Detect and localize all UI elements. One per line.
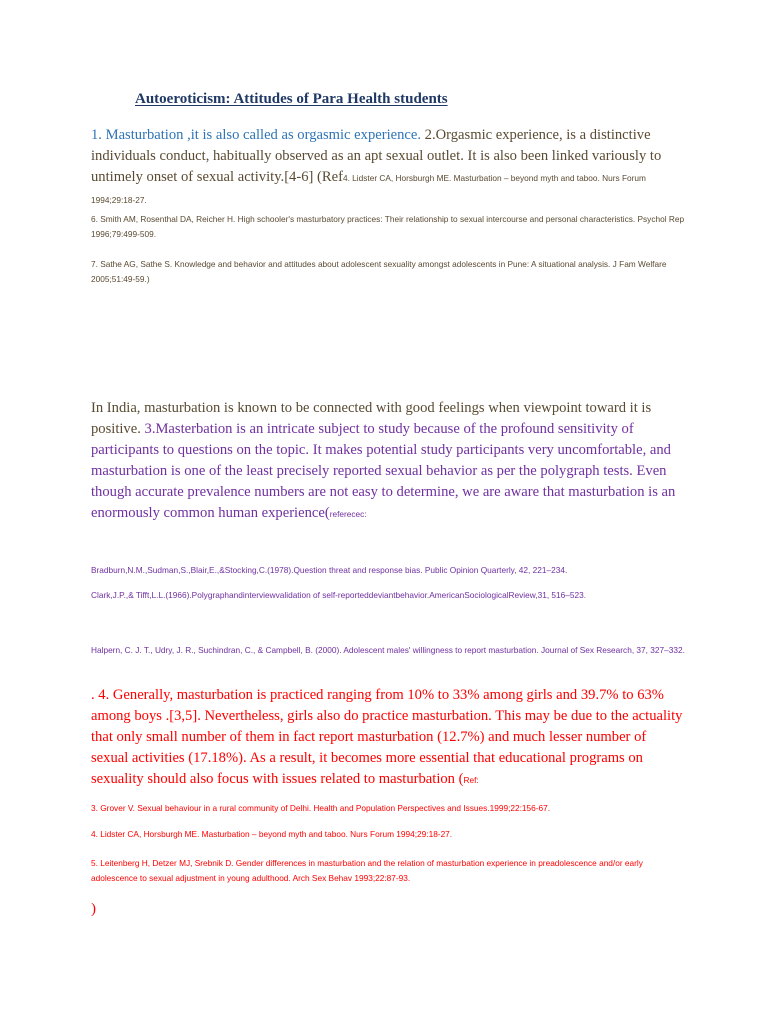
paragraph-2-intro: In India, masturbation is known to be connected with good feelings when viewpoint toward it is positive. (91, 400, 652, 437)
paragraph-2-inline-reference: referecec: (329, 509, 367, 519)
reference-item: 3. Grover V. Sexual behaviour in a rural community of Delhi. Health and Population Perspectives and Issues.1999;22:156-67. (91, 803, 551, 813)
document-title: Autoeroticism: Attitudes of Para Health students (135, 91, 448, 107)
reference-item: 6. Smith AM, Rosenthal DA, Reicher H. High schooler's masturbatory practices: Their relationship to sexual intercourse and personal characteristics. Psychol Rep 1996;79:499-509. (91, 214, 685, 239)
reference-item: Bradburn,N.M.,Sudman,S.,Blair,E.,&Stocking,C.(1978).Question threat and response bias. Public Opinion Quarterly, 42, 221–234. (91, 565, 568, 575)
paragraph-1 (91, 125, 687, 211)
paragraph-1-point-1: 1. Masturbation ,it is also called as orgasmic experience. (91, 127, 422, 143)
reference-item: Clark,J.P.,& Tifft,L.L.(1966).Polygraphandinterviewvalidation of self-reporteddeviantbehavior.AmericanSociologicalReview,31, 516–523. (91, 590, 587, 600)
paragraph-3-inline-reference: Ref: (463, 775, 479, 785)
paragraph-3 (91, 685, 687, 791)
paragraph-2 (91, 398, 687, 525)
closing-parenthesis: ) (91, 901, 96, 917)
paragraph-1-inline-reference: 4. Lidster CA, Horsburgh ME. Masturbation – beyond myth and taboo. Nurs Forum 1994;29:18-27. (91, 173, 646, 205)
reference-item: 4. Lidster CA, Horsburgh ME. Masturbation – beyond myth and taboo. Nurs Forum 1994;29:18-27. (91, 829, 453, 839)
reference-item: 7. Sathe AG, Sathe S. Knowledge and behavior and attitudes about adolescent sexuality amongst adolescents in Pune: A situational analysis. J Fam Welfare 2005;51:49-59.) (91, 259, 667, 284)
reference-item: 5. Leitenberg H, Detzer MJ, Srebnik D. Gender differences in masturbation and the relation of masturbation experience in preadolescence and/or early adolescence to sexual adjustment in young adulthood. Arch Sex Behav 1993;22:87-93. (91, 858, 643, 883)
paragraph-1-point-2: 2.Orgasmic experience, is a distinctive individuals conduct, habitually observed as an apt sexual outlet. It is also been linked variously to untimely onset of sexual activity.[4-6] (Ref (91, 127, 662, 185)
paragraph-3-text: . 4. Generally, masturbation is practiced ranging from 10% to 33% among girls and 39.7% to 63% among boys .[3,5]. Nevertheless, girls also do practice masturbation. This may be due to the actuality that only small number of them in fact report masturbation (12.7%) and much lesser number of sexual activities (17.18%). As a result, it becomes more essential that educational programs on sexuality should also focus with issues related to masturbation ( (91, 687, 683, 787)
paragraph-2-point-3: 3.Masterbation is an intricate subject to study because of the profound sensitivity of participants to questions on the topic. It makes potential study participants very uncomfortable, and masturbation is one of the least precisely reported sexual behavior as per the polygraph tests. Even though accurate prevalence numbers are not easy to determine, we are aware that masturbation is an enormously common human experience( (91, 421, 676, 521)
reference-item: Halpern, C. J. T., Udry, J. R., Suchindran, C., & Campbell, B. (2000). Adolescent males' willingness to report masturbation. Journal of Sex Research, 37, 327–332. (91, 645, 685, 655)
